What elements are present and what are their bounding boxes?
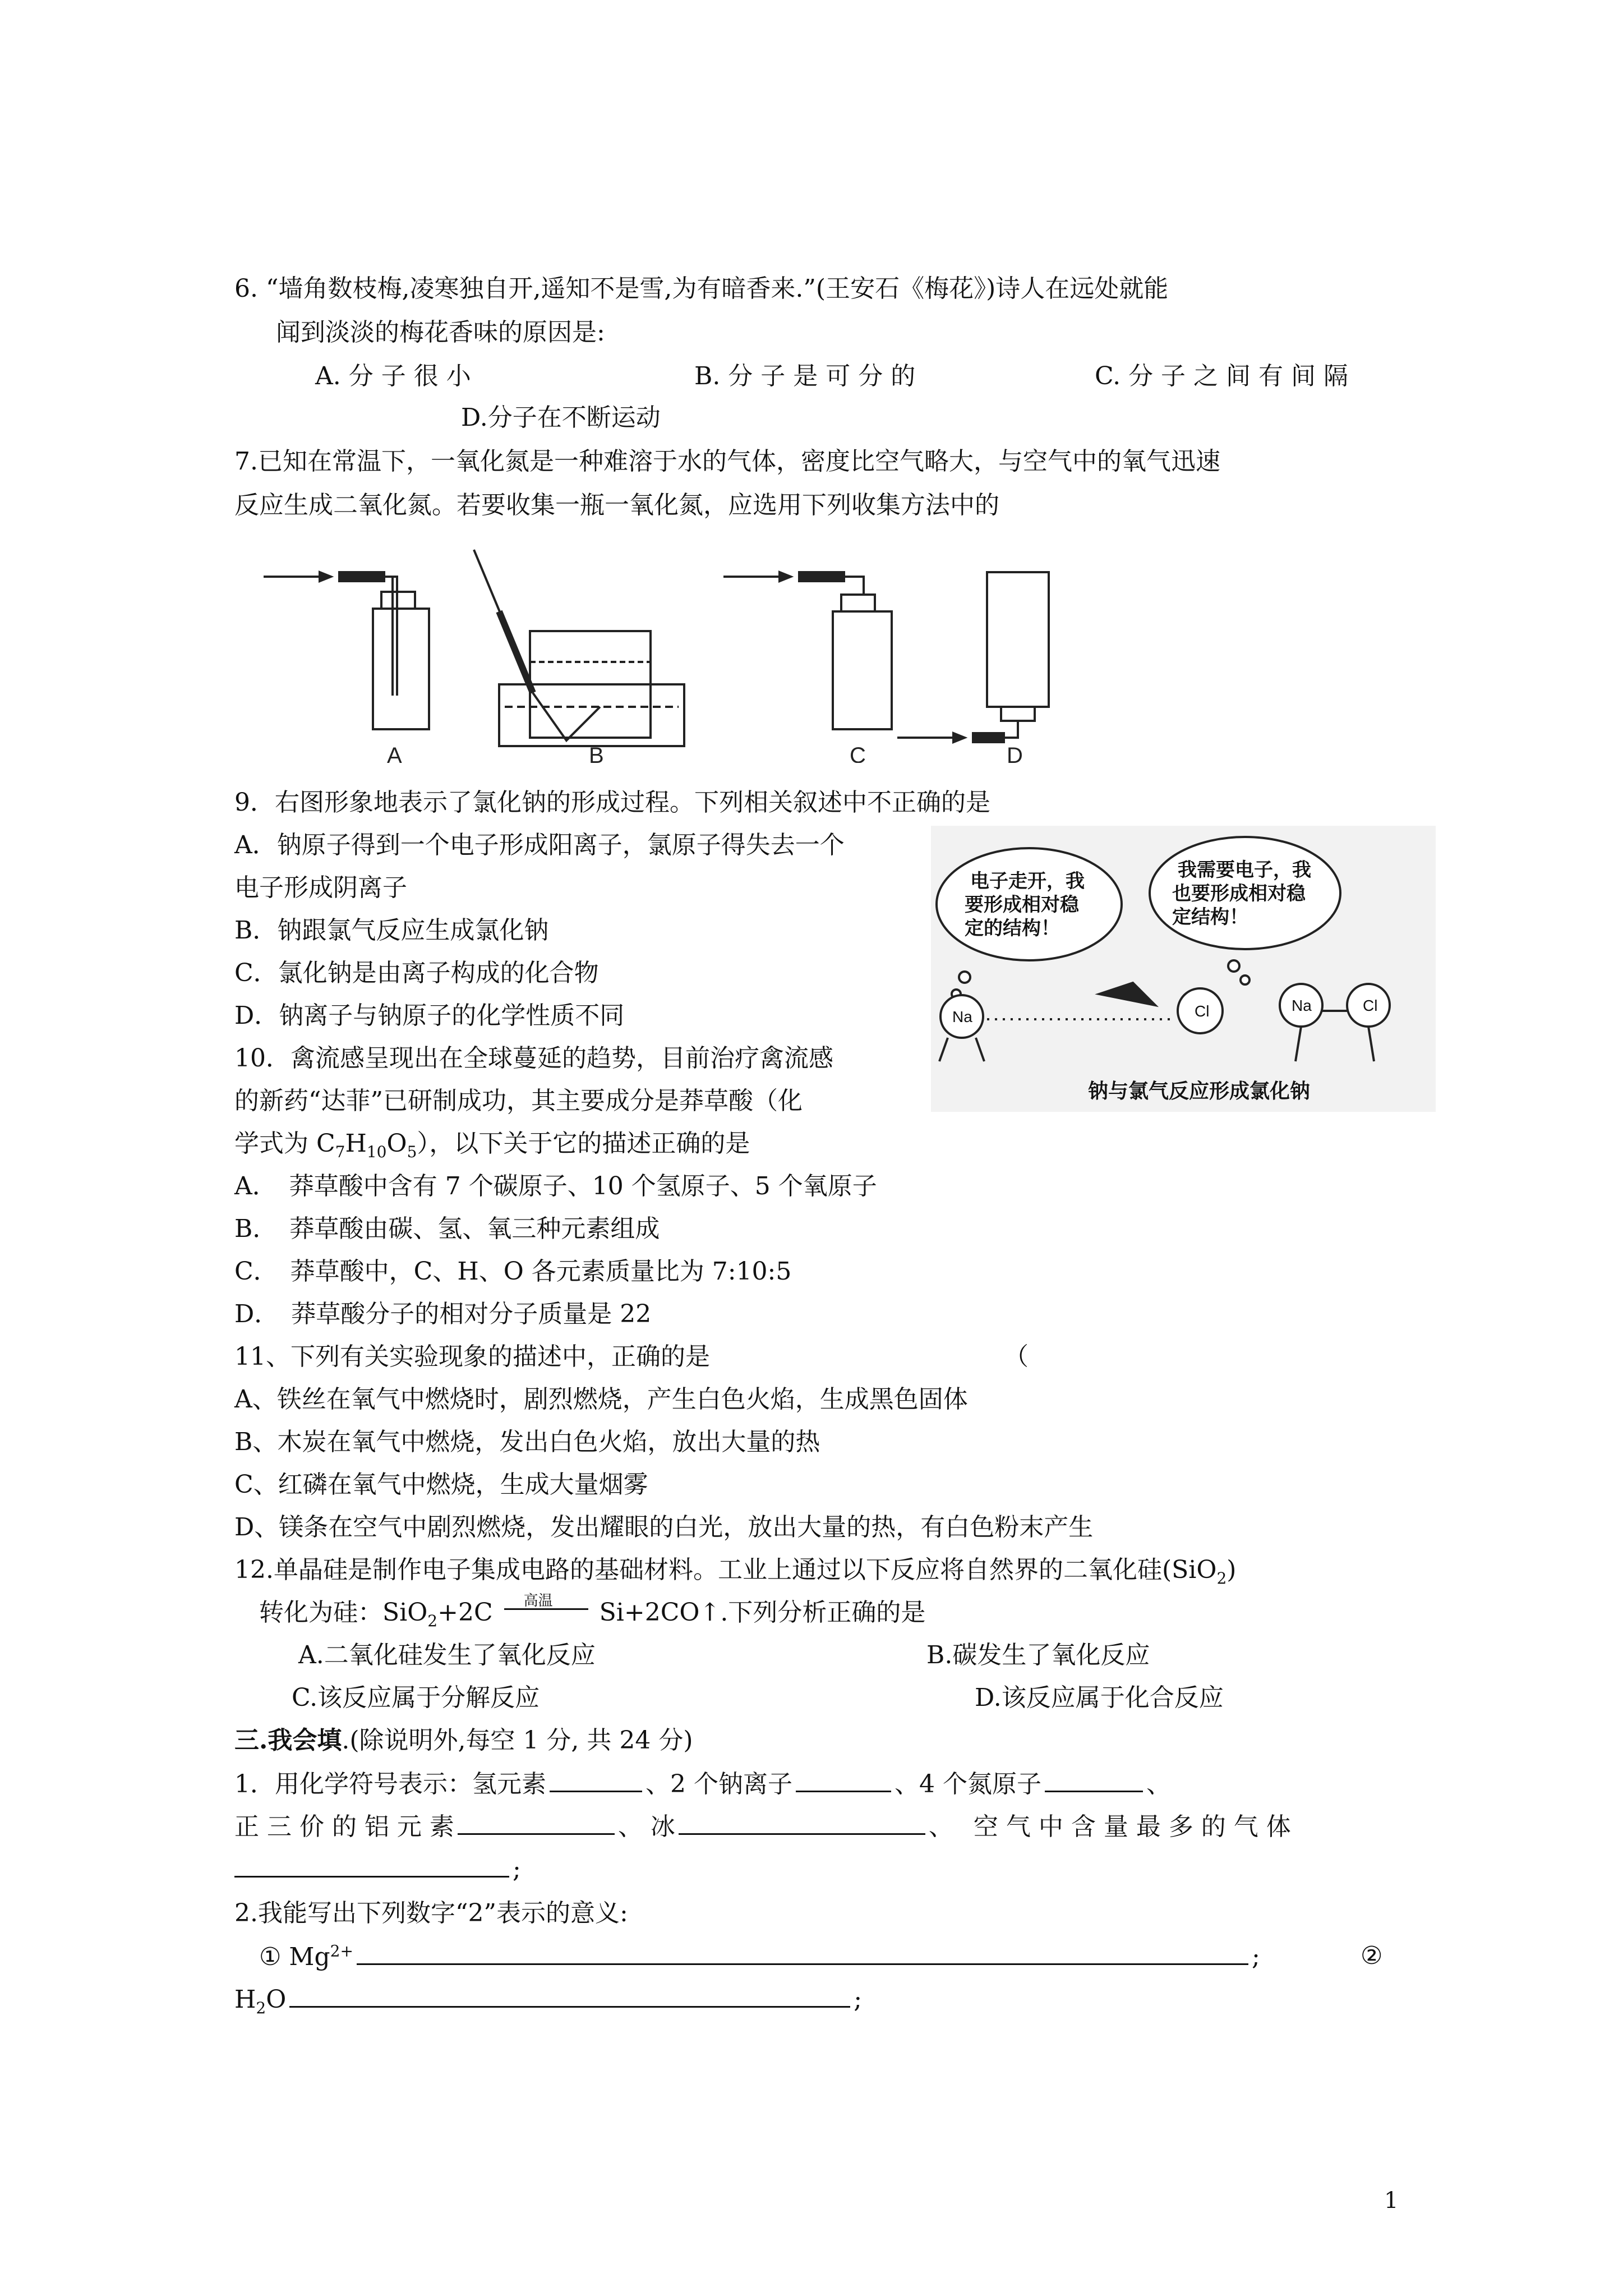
- q11-option-c: C、红磷在氧气中燃烧，生成大量烟雾: [234, 1470, 648, 1499]
- q6-line2: 闻到淡淡的梅花香味的原因是:: [276, 318, 605, 347]
- blank-aluminum[interactable]: [458, 1811, 615, 1835]
- gas-collection-apparatus-figure: [252, 539, 1206, 763]
- sodium-chloride-formation-figure: [931, 826, 1436, 1112]
- q12-option-d: D.该反应属于化合反应: [975, 1683, 1224, 1712]
- bubble-right-line3: 定结构！: [1172, 906, 1248, 928]
- ion-cl-label: Cl: [1363, 997, 1378, 1014]
- q11-paren: （: [1004, 1342, 1029, 1371]
- blank-sodium-ions[interactable]: [796, 1768, 891, 1792]
- fill2-stem: 2.我能写出下列数字“2”表示的意义:: [234, 1899, 628, 1927]
- fill2-h2o-line: $H_2O$ ;: [234, 1984, 862, 2015]
- q9-option-a-line1: A．钠原子得到一个电子形成阳离子，氯原子得失去一个: [234, 831, 845, 859]
- fill2-item1: ① $Mg^{2+}$ ;: [259, 1941, 1260, 1971]
- q10-line3: 学式为 $C_7H_{10}O_5$），以下关于它的描述正确的是: [234, 1129, 750, 1161]
- q11-stem: 11、下列有关实验现象的描述中，正确的是: [234, 1342, 710, 1371]
- q12-line2: 转化为硅：SiO$_2$+2C 高温 Si+2CO↑.下列分析正确的是: [259, 1593, 926, 1630]
- q10-option-b: B． 莽草酸由碳、氢、氧三种元素组成: [234, 1214, 660, 1243]
- bubble-left-line1: 电子走开，我: [970, 870, 1085, 892]
- ion-na-label: Na: [1292, 997, 1312, 1014]
- q10-option-a: A． 莽草酸中含有 7 个碳原子、10 个氢原子、5 个氧原子: [234, 1172, 877, 1200]
- atom-na-label: Na: [952, 1008, 972, 1025]
- fig-label-c: C: [850, 743, 866, 763]
- q6-line1: 6. “墙角数枝梅,凌寒独自开,遥知不是雪,为有暗香来.”(王安石《梅花》)诗人在远处就能: [234, 274, 1169, 303]
- fill1-line2: 正 三 价 的 铝 元 素 、 冰 、 空 气 中 含 量 最 多 的 气 体: [234, 1811, 1291, 1842]
- q12-option-c: C.该反应属于分解反应: [292, 1683, 540, 1712]
- q10-option-d: D． 莽草酸分子的相对分子质量是 22: [234, 1300, 652, 1328]
- bubble-right-line2: 也要形成相对稳: [1172, 882, 1306, 905]
- q9-stem: 9．右图形象地表示了氯化钠的形成过程。下列相关叙述中不正确的是: [234, 788, 990, 817]
- fill1-line3: ;: [234, 1853, 521, 1885]
- q6-option-d: D.分子在不断运动: [461, 403, 661, 432]
- page-number: 1: [1384, 2188, 1399, 2214]
- blank-nitrogen-atoms[interactable]: [1045, 1768, 1143, 1792]
- blank-ice[interactable]: [679, 1811, 925, 1835]
- q11-option-a: A、铁丝在氧气中燃烧时，剧烈燃烧，产生白色火焰，生成黑色固体: [234, 1385, 968, 1414]
- q9-option-c: C．氯化钠是由离子构成的化合物: [234, 959, 599, 987]
- bubble-left-line2: 要形成相对稳: [965, 894, 1079, 916]
- q12-line1: 12.单晶硅是制作电子集成电路的基础材料。工业上通过以下反应将自然界的二氧化硅(SiO$_2$): [234, 1556, 1237, 1588]
- q9-option-d: D．钠离子与钠原子的化学性质不同: [234, 1001, 625, 1030]
- q7-line1: 7.已知在常温下，一氧化氮是一种难溶于水的气体，密度比空气略大，与空气中的氧气迅速: [234, 447, 1220, 476]
- fig-label-a: A: [387, 743, 402, 763]
- fig-label-b: B: [589, 743, 604, 763]
- q12-option-a: A.二氧化硅发生了氧化反应: [298, 1641, 596, 1669]
- q6-option-a: A. 分 子 很 小: [315, 362, 471, 390]
- q10-option-c: C． 莽草酸中，C、H、O 各元素质量比为 7:10:5: [234, 1257, 792, 1286]
- bubble-right-line1: 我需要电子，我: [1178, 859, 1311, 881]
- reaction-condition: 高温: [504, 1598, 588, 1621]
- blank-hydrogen[interactable]: [550, 1768, 642, 1792]
- figure-caption: 钠与氯气反应形成氯化钠: [1088, 1080, 1311, 1103]
- q11-option-b: B、木炭在氧气中燃烧，发出白色火焰，放出大量的热: [234, 1428, 820, 1456]
- blank-mg-charge[interactable]: [357, 1941, 1248, 1965]
- atom-cl-label: Cl: [1195, 1002, 1210, 1020]
- q9-option-b: B．钠跟氯气反应生成氯化钠: [234, 916, 549, 945]
- fill1-line1: 1．用化学符号表示：氢元素 、2 个钠离子 、4 个氮原子 、: [234, 1768, 1171, 1800]
- q6-option-c: C. 分 子 之 间 有 间 隔: [1095, 362, 1348, 390]
- q10-line2: 的新药“达菲”已研制成功，其主要成分是莽草酸（化: [234, 1087, 803, 1115]
- q7-line2: 反应生成二氧化氮。若要收集一瓶一氧化氮，应选用下列收集方法中的: [234, 491, 999, 519]
- blank-most-abundant-gas[interactable]: [234, 1853, 509, 1878]
- q6-option-b: B. 分 子 是 可 分 的: [694, 362, 916, 390]
- bubble-left-line3: 定的结构！: [965, 917, 1060, 940]
- q10-line1: 10．禽流感呈现出在全球蔓延的趋势，目前治疗禽流感: [234, 1044, 833, 1073]
- q11-option-d: D、镁条在空气中剧烈燃烧，发出耀眼的白光，放出大量的热，有白色粉末产生: [234, 1513, 1094, 1542]
- fig-label-d: D: [1007, 743, 1023, 763]
- q9-option-a-line2: 电子形成阴离子: [234, 873, 407, 902]
- section3-heading: 三.我会填.(除说明外,每空 1 分, 共 24 分): [234, 1726, 693, 1755]
- fill2-item2-marker: ②: [1361, 1941, 1383, 1970]
- q12-option-b: B.碳发生了氧化反应: [926, 1641, 1150, 1669]
- blank-h2o[interactable]: [289, 1984, 850, 2008]
